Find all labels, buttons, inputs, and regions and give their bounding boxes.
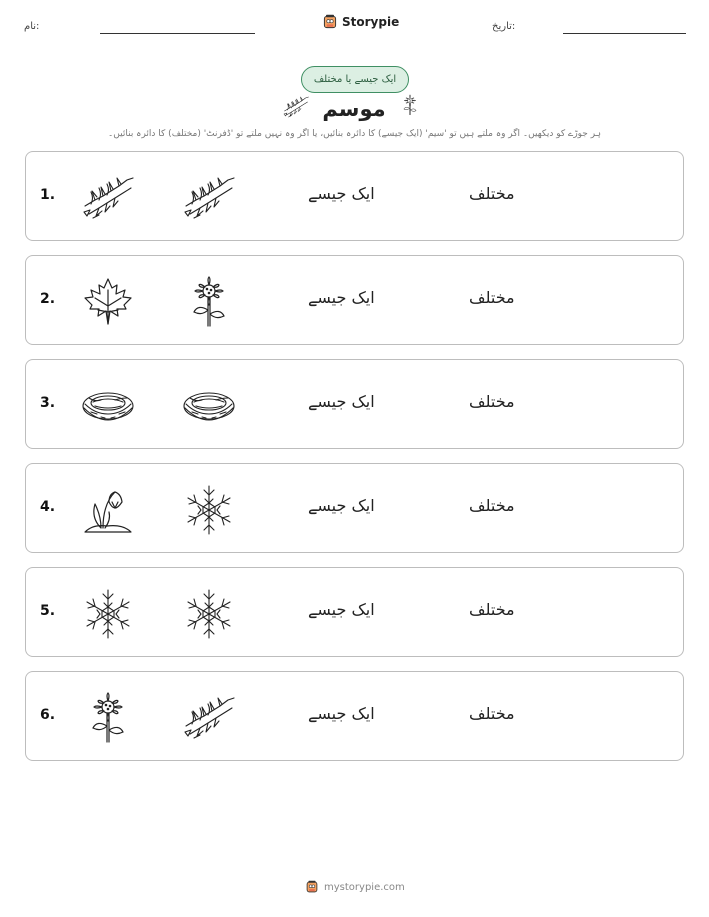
question-row-3 [25, 359, 684, 449]
sunflower-decoration-icon [399, 90, 421, 120]
storypie-logo-icon [322, 14, 338, 30]
question-row-1 [25, 151, 684, 241]
same-option[interactable]: ایک جیسے [308, 392, 375, 411]
different-option[interactable]: مختلف [469, 600, 515, 619]
different-option[interactable]: مختلف [469, 392, 515, 411]
question-row-2 [25, 255, 684, 345]
same-option[interactable]: ایک جیسے [308, 600, 375, 619]
question-row-4 [25, 463, 684, 553]
brand-logo [322, 14, 399, 30]
snowdrop-flower-icon [81, 484, 135, 536]
date-label: تاریخ: [492, 21, 516, 32]
row-number: 6. [40, 707, 56, 723]
row-number: 2. [40, 291, 56, 307]
same-option[interactable]: ایک جیسے [308, 288, 375, 307]
storypie-logo-icon [305, 880, 319, 894]
different-option[interactable]: مختلف [469, 184, 515, 203]
footer [305, 880, 405, 894]
sunflower-icon [81, 692, 135, 744]
maple-leaf-icon [81, 276, 135, 328]
snowflake-icon [81, 588, 135, 640]
row-number: 1. [40, 187, 56, 203]
brand-name: Storypie [342, 15, 400, 29]
same-option[interactable]: ایک جیسے [308, 704, 375, 723]
nest-icon [81, 380, 135, 432]
page-title: موسم [322, 97, 386, 121]
same-option[interactable]: ایک جیسے [308, 496, 375, 515]
geese-icon [182, 692, 236, 744]
snowflake-icon [182, 588, 236, 640]
row-number: 3. [40, 395, 56, 411]
snowflake-icon [182, 484, 236, 536]
name-write-line[interactable] [100, 33, 255, 34]
different-option[interactable]: مختلف [469, 704, 515, 723]
date-write-line[interactable] [563, 33, 686, 34]
question-row-5 [25, 567, 684, 657]
different-option[interactable]: مختلف [469, 496, 515, 515]
sunflower-icon [182, 276, 236, 328]
name-label: نام: [24, 21, 40, 32]
same-option[interactable]: ایک جیسے [308, 184, 375, 203]
instructions-text: ہر جوڑے کو دیکھیں۔ اگر وہ ملتے ہیں تو 'سیم' (ایک جیسے) کا دائرہ بنائیں، یا اگر وہ نہیں ملتے تو 'ڈفرنٹ' (مختلف) کا دائرہ بنائیں۔ [108, 129, 601, 139]
row-number: 4. [40, 499, 56, 515]
question-row-6 [25, 671, 684, 761]
different-option[interactable]: مختلف [469, 288, 515, 307]
geese-icon [81, 172, 135, 224]
geese-decoration-icon [282, 94, 310, 120]
worksheet-type-badge: ایک جیسے یا مختلف [301, 66, 409, 93]
geese-icon [182, 172, 236, 224]
nest-icon [182, 380, 236, 432]
row-number: 5. [40, 603, 56, 619]
footer-site[interactable]: mystorypie.com [324, 881, 405, 893]
